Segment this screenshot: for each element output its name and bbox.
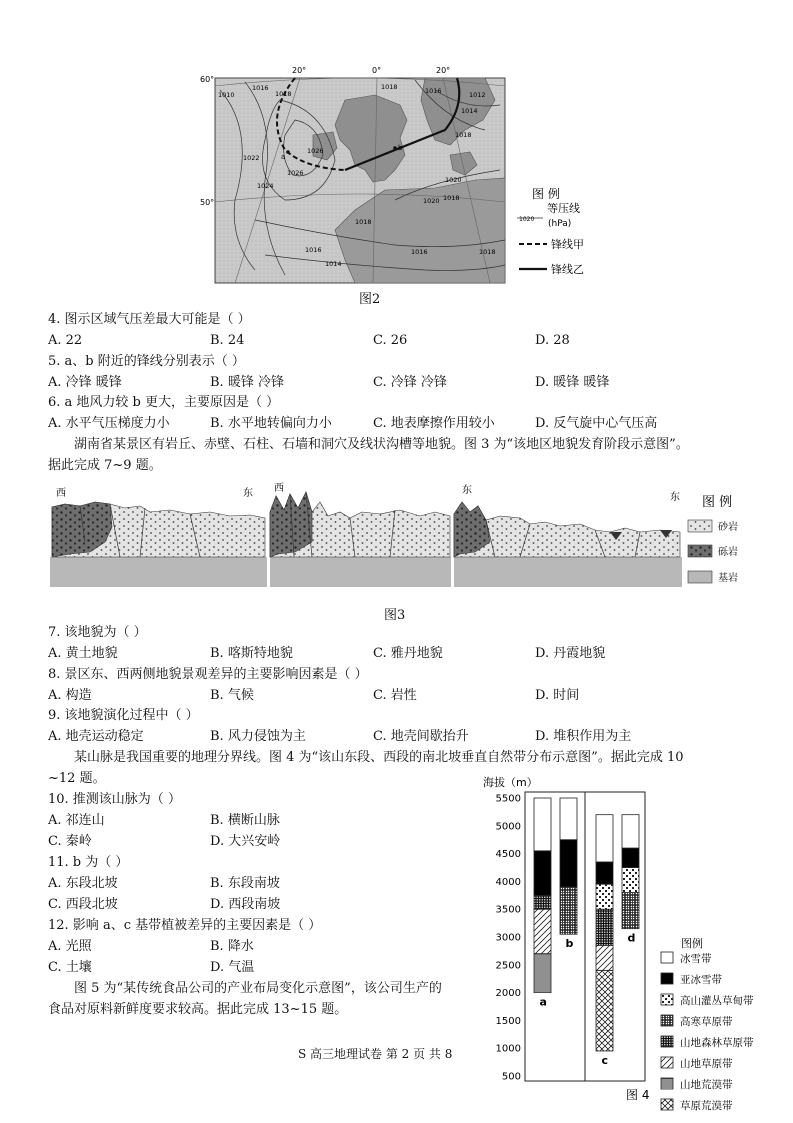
question-6-option-a: A. 水平气压梯度力小 [48, 416, 170, 431]
question-8-stem: 8. 景区东、西两侧地貌景观差异的主要影响因素是（ ） [48, 667, 368, 682]
isobar-value: 1020 [423, 197, 440, 205]
question-10-option-c: C. 秦岭 [48, 834, 92, 849]
question-10-stem: 10. 推测该山脉为（ ） [48, 792, 181, 807]
fig3-panel1-west: 西 [56, 488, 66, 499]
isobar-value: 1016 [305, 246, 322, 254]
fig4-zone-segment [622, 868, 639, 893]
isobar-value: 1018 [275, 90, 292, 98]
fig4-zone-segment [596, 909, 613, 945]
fig4-zone-segment [560, 840, 577, 887]
question-5-option-a: A. 冷锋 暖锋 [48, 375, 122, 390]
question-11-option-b: B. 东段南坡 [210, 876, 280, 891]
lon-label-0: 0° [372, 66, 382, 75]
fig4-zone-segment [622, 893, 639, 929]
fig4-zone-segment [622, 815, 639, 848]
question-6-option-c: C. 地表摩擦作用较小 [373, 416, 495, 431]
fig4-zone-segment [596, 884, 613, 909]
isobar-value: 1014 [325, 260, 342, 268]
fig4-legend-swatch [661, 1036, 673, 1047]
isobar-value: 1018 [455, 131, 472, 139]
question-12-option-d: D. 气温 [210, 960, 255, 975]
fig4-zone-segment [534, 909, 551, 953]
fig4-y-tick-label: 5000 [495, 821, 521, 833]
point-b-label: b [398, 144, 403, 152]
question-4-option-d: D. 28 [535, 333, 570, 348]
intro-13-15-line-2: 食品对原料新鲜度要求较高。据此完成 13~15 题。 [48, 1002, 348, 1017]
isobar-value: 1018 [443, 194, 460, 202]
question-6-option-b: B. 水平地转偏向力小 [210, 416, 332, 431]
question-7-stem: 7. 该地貌为（ ） [48, 625, 147, 640]
fig4-legend-label: 高寒草原带 [680, 1016, 733, 1028]
fig4-column-label: c [601, 1053, 609, 1067]
fig4-y-tick-label: 3500 [495, 904, 521, 916]
fig4-column-label: d [627, 931, 636, 945]
question-11-option-a: A. 东段北坡 [48, 876, 118, 891]
fig4-legend-swatch [661, 1015, 673, 1026]
page-footer: S 高三地理试卷 第 2 页 共 8 [298, 1047, 453, 1061]
fig4-legend-title: 图例 [681, 937, 703, 950]
question-7-option-a: A. 黄土地貌 [48, 646, 118, 661]
fig4-legend-swatch [661, 994, 673, 1005]
question-9-option-d: D. 堆积作用为主 [535, 729, 632, 744]
fig2-legend-isobar-sample: 1020 [519, 216, 535, 223]
question-6-option-d: D. 反气旋中心气压高 [535, 416, 658, 431]
fig4-y-tick-label: 1000 [495, 1043, 521, 1055]
isobar-value: 1026 [307, 147, 324, 155]
fig4-legend-label: 山地草原带 [680, 1058, 733, 1070]
intro-10-12-line-1: 某山脉是我国重要的地理分界线。图 4 为“该山东段、西段的南北坡垂直自然带分布示意图”。据此完成 10 [74, 750, 684, 765]
question-5-option-b: B. 暖锋 冷锋 [210, 375, 284, 390]
question-11-option-d: D. 西段南坡 [210, 897, 281, 912]
fig2-legend-front-a: 锋线甲 [551, 238, 584, 251]
fig4-y-tick-label: 5500 [495, 793, 521, 805]
isobar-value: 1016 [425, 87, 442, 95]
fig3-panel2-west: 西 [274, 483, 284, 494]
fig4-zone-segment [560, 798, 577, 840]
fig4-zone-segment [534, 895, 551, 909]
fig3-panel3-east: 东 [670, 492, 680, 503]
fig4-y-tick-label: 4000 [495, 876, 521, 888]
question-12-stem: 12. 影响 a、c 基带植被差异的主要因素是（ ） [48, 918, 322, 933]
fig3-panel2-east: 东 [462, 485, 472, 496]
fig4-zone-segment [534, 798, 551, 851]
question-10-option-d: D. 大兴安岭 [210, 834, 281, 849]
isobar-value: 1024 [257, 182, 274, 190]
question-4-option-c: C. 26 [373, 333, 408, 348]
question-10-option-b: B. 横断山脉 [210, 813, 280, 828]
question-8-option-d: D. 时间 [535, 688, 580, 703]
question-9-option-b: B. 风力侵蚀为主 [210, 729, 306, 744]
question-8-option-c: C. 岩性 [373, 688, 417, 703]
fig4-y-tick-label: 2500 [495, 960, 521, 972]
fig4-zone-segment [622, 848, 639, 867]
question-11-stem: 11. b 为（ ） [48, 855, 129, 870]
fig2-legend-isobar-unit: (hPa) [548, 219, 572, 229]
fig4-zone-segment [596, 862, 613, 884]
isobar-value: 1016 [411, 248, 428, 256]
question-9-option-a: A. 地壳运动稳定 [48, 729, 144, 744]
question-4-stem: 4. 图示区域气压差最大可能是（ ） [48, 312, 251, 327]
fig4-y-axis-title: 海拔（m） [483, 776, 538, 789]
isobar-value: 1018 [381, 83, 398, 91]
fig4-y-tick-label: 500 [501, 1071, 521, 1083]
lat-label-60: 60° [200, 75, 215, 84]
fig4-legend-label: 山地森林草原带 [680, 1037, 754, 1049]
fig4-legend-swatch [661, 1099, 673, 1110]
question-8-option-a: A. 构造 [48, 688, 92, 703]
question-6-stem: 6. a 地风力较 b 更大，主要原因是（ ） [48, 395, 280, 410]
fig4-legend-swatch [661, 1057, 673, 1068]
fig4-column-label: a [539, 995, 547, 1009]
intro-7-9-line-2: 据此完成 7~9 题。 [48, 458, 162, 473]
question-9-stem: 9. 该地貌演化过程中（ ） [48, 708, 199, 723]
question-5-option-c: C. 冷锋 冷锋 [373, 375, 447, 390]
isobar-value: 1018 [479, 248, 496, 256]
fig4-legend-swatch [661, 952, 673, 963]
fig4-zone-segment [534, 851, 551, 895]
figure-4-vertical-zones [483, 770, 785, 1112]
question-4-option-b: B. 24 [210, 333, 245, 348]
isobar-value: 1020 [445, 176, 462, 184]
question-7-option-c: C. 雅丹地貌 [373, 646, 443, 661]
fig4-legend-label: 高山灌丛草甸带 [680, 995, 754, 1007]
question-12-option-a: A. 光照 [48, 939, 92, 954]
figure-3-caption: 图3 [384, 608, 406, 623]
question-7-option-b: B. 喀斯特地貌 [210, 646, 293, 661]
point-a-label: a [281, 153, 286, 161]
figure-2-weather-map [195, 60, 615, 310]
isobar-value: 1014 [461, 107, 478, 115]
intro-10-12-line-2: ~12 题。 [48, 771, 106, 786]
question-8-option-b: B. 气候 [210, 688, 254, 703]
fig4-legend-label: 草原荒漠带 [680, 1100, 733, 1112]
fig3-panel1-east: 东 [243, 488, 253, 499]
intro-13-15-line-1: 图 5 为“某传统食品公司的产业布局变化示意图”，该公司生产的 [74, 981, 442, 996]
fig2-legend-front-b: 锋线乙 [551, 263, 584, 276]
question-5-stem: 5. a、b 附近的锋线分别表示（ ） [48, 354, 245, 369]
fig4-zone-segment [596, 970, 613, 1051]
fig4-y-tick-label: 2000 [495, 988, 521, 1000]
question-10-option-a: A. 祁连山 [48, 813, 105, 828]
fig4-y-tick-label: 4500 [495, 849, 521, 861]
fig3-legend-bedrock: 基岩 [718, 573, 738, 584]
fig4-legend-label: 冰雪带 [680, 953, 712, 965]
fig4-legend-label: 山地荒漠带 [680, 1079, 733, 1091]
lon-label-20w: 20° [292, 66, 307, 75]
fig4-y-tick-label: 1500 [495, 1015, 521, 1027]
isobar-value: 1010 [218, 91, 235, 99]
fig4-zone-segment [560, 887, 577, 934]
figure-2-caption: 图2 [359, 292, 381, 307]
lat-label-50: 50° [200, 198, 215, 207]
fig4-legend-label: 亚冰雪带 [680, 974, 722, 986]
fig4-legend-swatch [661, 973, 673, 984]
question-12-option-c: C. 土壤 [48, 960, 92, 975]
fig4-column-label: b [565, 937, 574, 951]
question-12-option-b: B. 降水 [210, 939, 254, 954]
question-4-option-a: A. 22 [48, 333, 83, 348]
fig4-zone-segment [596, 815, 613, 862]
isobar-value: 1018 [355, 218, 372, 226]
fig4-y-tick-label: 3000 [495, 932, 521, 944]
question-7-option-d: D. 丹霞地貌 [535, 646, 606, 661]
isobar-value: 1012 [469, 91, 486, 99]
fig4-legend-swatch [661, 1078, 673, 1089]
fig3-legend-sandstone: 砂岩 [718, 522, 738, 533]
question-5-option-d: D. 暖锋 暖锋 [535, 375, 610, 390]
fig4-zone-segment [596, 945, 613, 970]
isobar-value: 1026 [287, 169, 304, 177]
fig4-zone-segment [534, 954, 551, 993]
fig4-caption: 图 4 [626, 1088, 650, 1102]
isobar-value: 1016 [252, 84, 269, 92]
fig2-legend-title: 图 例 [532, 187, 560, 201]
isobar-value: 1022 [243, 154, 260, 162]
question-11-option-c: C. 西段北坡 [48, 897, 118, 912]
lon-label-20e: 20° [436, 66, 451, 75]
intro-7-9-line-1: 湖南省某景区有岩丘、赤壁、石柱、石墙和洞穴及线状沟槽等地貌。图 3 为“该地区地貌发育阶段示意图”。 [74, 437, 689, 452]
fig3-legend-title: 图 例 [702, 495, 733, 510]
fig2-legend-isobar: 等压线 [547, 202, 580, 215]
figure-3-landform-stages [50, 482, 755, 594]
question-9-option-c: C. 地壳间歇抬升 [373, 729, 469, 744]
fig3-legend-conglomerate: 砾岩 [718, 547, 738, 558]
